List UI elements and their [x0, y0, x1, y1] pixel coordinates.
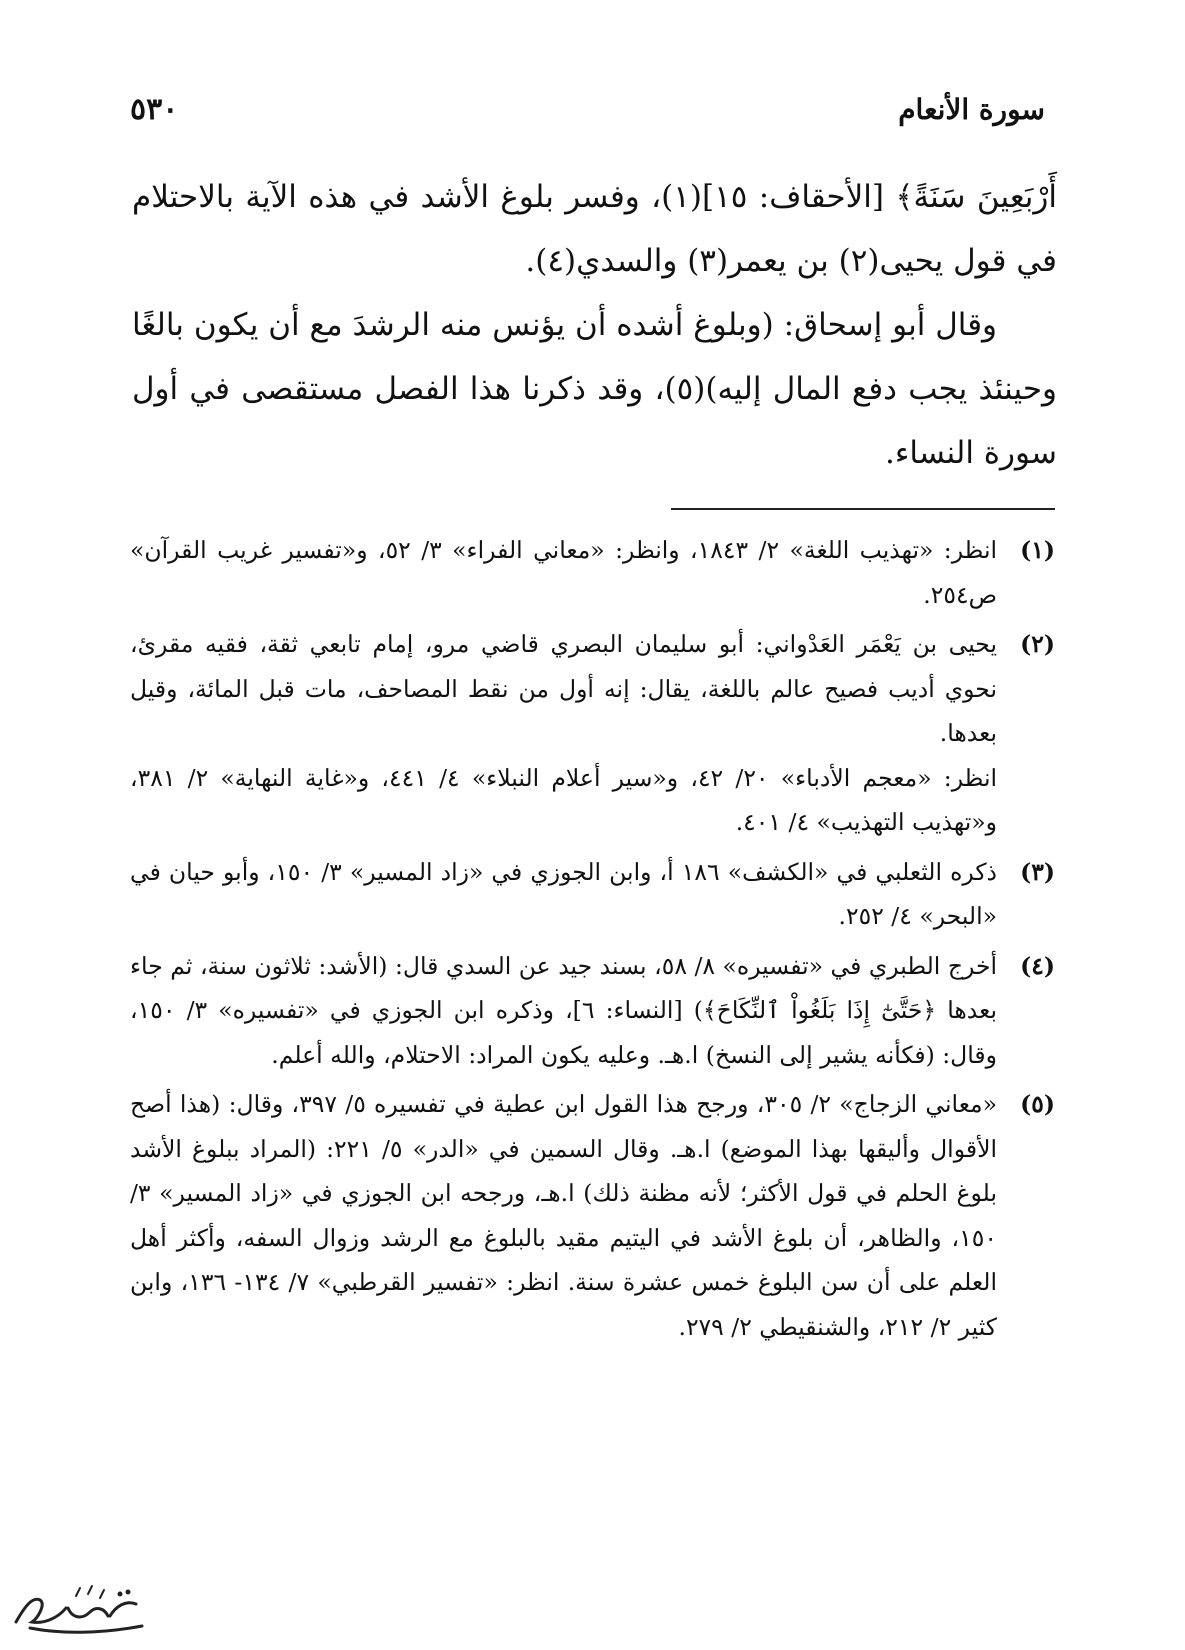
footnote-separator	[671, 508, 1055, 510]
footnote-2	[130, 622, 1055, 845]
footnote-text: انظر: «معجم الأدباء» ٢٠/ ٤٢، و«سير أعلام النبلاء» ٤/ ٤٤١، و«غاية النهاية» ٢/ ٣٨١، و«تهذيب التهذيب» ٤/ ٤٠١.	[130, 763, 998, 836]
page-number: ٥٣٠	[130, 91, 179, 127]
surah-title: سورة الأنعام	[898, 92, 1045, 126]
footnote-text: انظر: «تهذيب اللغة» ٢/ ١٨٤٣، وانظر: «معاني الفراء» ٣/ ٥٢، و«تفسير غريب القرآن» ص٢٥٤.	[130, 536, 998, 609]
main-text	[132, 165, 1057, 485]
main-paragraph: أَرْبَعِينَ سَنَةً﴾ [الأحقاف: ١٥](١)، وفسر بلوغ الأشد في هذه الآية بالاحتلام في قول يحيى(٢) بن يعمر(٣) والسدي(٤).	[132, 179, 1057, 279]
page-header	[130, 84, 1045, 134]
main-paragraph: وقال أبو إسحاق: (وبلوغ أشده أن يؤنس منه الرشدَ مع أن يكون بالغًا وحينئذ يجب دفع المال إليه)(٥)، وقد ذكرنا هذا الفصل مستقصى في أول سورة النساء.	[132, 307, 1057, 471]
footnote-text: يحيى بن يَعْمَر العَدْواني: أبو سليمان البصري قاضي مرو، إمام تابعي ثقة، فقيه مقرئ، نحوي أديب فصيح عالم باللغة، يقال: إنه أول من نقط المصاحف، مات قبل المائة، وقيل بعدها.	[130, 630, 997, 747]
footnote-3	[130, 850, 1055, 939]
watermark-logo	[10, 1578, 150, 1640]
footnote-number: (٢)	[1020, 630, 1055, 658]
footnote-1	[130, 528, 1055, 617]
footnote-text: أخرج الطبري في «تفسيره» ٨/ ٥٨، بسند جيد عن السدي قال: (الأشد: ثلاثون سنة، ثم جاء بعدها ﴿حَتَّىٰٓ إِذَا بَلَغُواْ ٱلنِّكَاحَ﴾) [النساء: ٦]، وذكره ابن الجوزي في «تفسيره» ٣/ ١٥٠، وقال: (فكأنه يشير إلى النسخ) ا.هـ. وعليه يكون المراد: الاحتلام، والله أعلم.	[130, 951, 998, 1069]
footnote-number: (١)	[1020, 536, 1055, 564]
footnote-number: (٥)	[1020, 1090, 1055, 1118]
footnotes	[130, 528, 1055, 1349]
footnote-number: (٣)	[1020, 857, 1055, 886]
footnote-number: (٤)	[1020, 951, 1055, 980]
footnote-4	[130, 944, 1055, 1078]
footnote-text: «معاني الزجاج» ٢/ ٣٠٥، ورجح هذا القول ابن عطية في تفسيره ٥/ ٣٩٧، وقال: (هذا أصح الأقوال وأليقها بهذا الموضع) ا.هـ. وقال السمين في «الدر» ٥/ ٢٢١: (المراد ببلوغ الأشد بلوغ الحلم في قول الأكثر؛ لأنه مظنة ذلك) ا.هـ، ورجحه ابن الجوزي في «زاد المسير» ٣/ ١٥٠، والظاهر، أن بلوغ الأشد في اليتيم مقيد بالبلوغ مع الرشد وزوال السفه، وأكثر أهل العلم على أن سن البلوغ خمس عشرة سنة. انظر: «تفسير القرطبي» ٧/ ١٣٤- ١٣٦، وابن كثير ٢/ ٢١٢، والشنقيطي ٢/ ٢٧٩.	[130, 1090, 998, 1341]
footnote-text: ذكره الثعلبي في «الكشف» ١٨٦ أ، وابن الجوزي في «زاد المسير» ٣/ ١٥٠، وأبو حيان في «البحر» ٤/ ٢٥٢.	[130, 857, 998, 930]
footnote-5	[130, 1082, 1055, 1349]
